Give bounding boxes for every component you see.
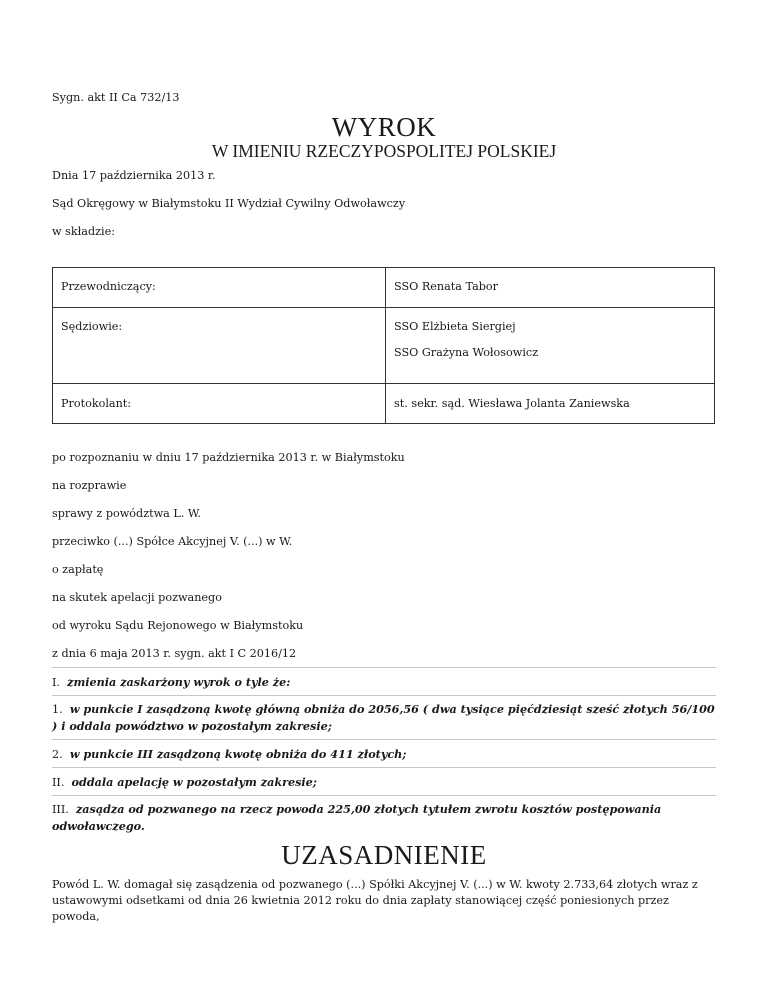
panel-name: st. sekr. sąd. Wiesława Jolanta Zaniewska xyxy=(394,397,630,410)
ruling-item-number: III. xyxy=(52,803,69,816)
composition-label: w składzie: xyxy=(52,225,115,238)
divider xyxy=(52,695,716,696)
against-line: przeciwko (...) Spółce Akcyjnej V. (...) w W. xyxy=(52,535,293,548)
panel-role-cell xyxy=(53,268,386,308)
ruling-subitem-1 xyxy=(52,701,716,735)
ruling-item-2 xyxy=(52,775,317,790)
ruling-item-number: II. xyxy=(52,776,65,789)
panel-role-cell xyxy=(53,384,386,424)
judgment-subtitle: W IMIENIU RZECZYPOSPOLITEJ POLSKIEJ xyxy=(211,141,557,161)
judgment-date-line: z dnia 6 maja 2013 r. sygn. akt I C 2016/12 xyxy=(52,647,297,660)
ruling-item-text: oddala apelację w pozostałym zakresie; xyxy=(71,775,317,789)
ruling-item-text: zasądza od pozwanego na rzecz powoda 225,00 złotych tytułem zwrotu kosztów postępowania odwoławczego. xyxy=(52,802,662,833)
court-name: Sąd Okręgowy w Białymstoku II Wydział Cywilny Odwoławczy xyxy=(52,197,406,210)
subject-line: o zapłatę xyxy=(52,563,104,576)
divider xyxy=(52,795,716,796)
panel-role: Sędziowie: xyxy=(61,320,123,333)
divider xyxy=(52,739,716,740)
ruling-item-number: I. xyxy=(52,676,60,689)
ruling-item-text: zmienia zaskarżony wyrok o tyle że: xyxy=(67,675,291,689)
ruling-item-1 xyxy=(52,675,290,690)
case-signature: Sygn. akt II Ca 732/13 xyxy=(52,91,180,104)
panel-name: SSO Elżbieta Siergiej xyxy=(394,320,516,333)
ruling-item-3 xyxy=(52,801,716,835)
ruling-subitem-text: w punkcie III zasądzoną kwotę obniża do 411 złotych; xyxy=(69,747,407,761)
panel-name: SSO Renata Tabor xyxy=(394,280,499,293)
ruling-subitem-2 xyxy=(52,747,406,762)
panel-row-judges xyxy=(53,308,715,384)
ruling-subitem-text: w punkcie I zasądzoną kwotę główną obniża do 2056,56 ( dwa tysiące pięćdziesiąt sześć złotych 56/100 ) i oddala powództwo w pozostałym zakresie; xyxy=(52,702,715,733)
panel-names-cell xyxy=(386,308,715,384)
panel-names-cell xyxy=(386,384,715,424)
panel-names-cell xyxy=(386,268,715,308)
ruling-subitem-number: 2. xyxy=(52,748,63,761)
appeal-line: na skutek apelacji pozwanego xyxy=(52,591,222,604)
justification-heading: UZASADNIENIE xyxy=(281,840,487,870)
session-line: na rozprawie xyxy=(52,479,127,492)
judgment-date: Dnia 17 października 2013 r. xyxy=(52,169,216,182)
panel-row-clerk xyxy=(53,384,715,424)
panel-name: SSO Grażyna Wołosowicz xyxy=(394,346,539,359)
panel-role: Protokolant: xyxy=(61,397,132,410)
divider xyxy=(52,667,716,668)
panel-role-cell xyxy=(53,308,386,384)
panel-row-chair xyxy=(53,268,715,308)
divider xyxy=(52,767,716,768)
matter-line: sprawy z powództwa L. W. xyxy=(52,507,202,520)
from-judgment-line: od wyroku Sądu Rejonowego w Białymstoku xyxy=(52,619,304,632)
judgment-title: WYROK xyxy=(331,112,437,142)
panel-table xyxy=(52,267,715,424)
justification-text: Powód L. W. domagał się zasądzenia od pozwanego (...) Spółki Akcyjnej V. (...) w W. kwoty 2.733,64 złotych wraz z ustawowymi odsetkami od dnia 26 kwietnia 2012 roku do dnia zapłaty stanowiącej część poniesionych przez powoda, xyxy=(52,878,698,923)
panel-role: Przewodniczący: xyxy=(61,280,156,293)
hearing-line: po rozpoznaniu w dniu 17 października 2013 r. w Białymstoku xyxy=(52,451,405,464)
ruling-subitem-number: 1. xyxy=(52,703,63,716)
